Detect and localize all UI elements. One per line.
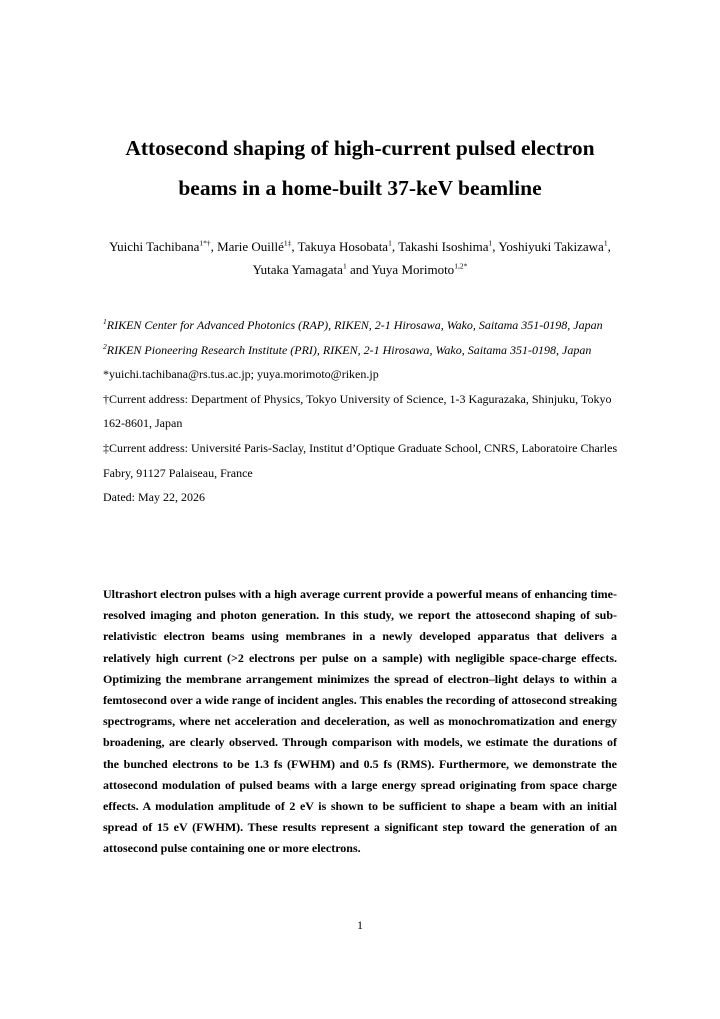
author-affiliation-mark: 1 [488,238,493,248]
author-separator: , [210,239,218,254]
author-separator: , [607,239,611,254]
abstract [103,584,617,860]
affiliation-text: RIKEN Center for Advanced Photonics (RAP), RIKEN, 2-1 Hirosawa, Wako, Saitama 351-0198, Japan [106,318,603,332]
author-affiliation-mark: 1 [603,238,608,248]
author-separator: and [346,262,372,277]
author-separator: , [492,239,499,254]
title-line-2: beams in a home-built 37-keV beamline [178,176,542,200]
abstract-text: Ultrashort electron pulses with a high average current provide a powerful means of enhancing time-resolved imaging and photon generation. In this study, we report the attosecond shaping of sub-relativistic electron beams using membranes in a newly developed apparatus that delivers a relatively high current (>2 electrons per pulse on a sample) with negligible space-charge effects. Optimizing the membrane arrangement minimizes the spread of electron–light delays to within a femtosecond over a wide range of incident angles. This enables the recording of attosecond streaking spectrograms, where net acceleration and deceleration, as well as monochromatization and energy broadening, are clearly observed. Through comparison with models, we estimate the durations of the bunched electrons to be 1.3 fs (FWHM) and 0.5 fs (RMS). Furthermore, we demonstrate the attosecond modulation of pulsed beams with a large energy spread originating from space charge effects. A modulation amplitude of 2 eV is shown to be sufficient to shape a beam with an initial spread of 15 eV (FWHM). These results represent a significant step toward the generation of an attosecond pulse containing one or more electrons. [103,587,617,856]
contact-emails: *yuichi.tachibana@rs.tus.ac.jp; yuya.morimoto@riken.jp [103,367,379,382]
current-address-1: †Current address: Department of Physics, Tokyo University of Science, 1-3 Kagurazaka, Shinjuku, Tokyo 162-8601, Japan [103,391,612,431]
affiliation-text: RIKEN Pioneering Research Institute (PRI), RIKEN, 2-1 Hirosawa, Wako, Saitama 351-0198, Japan [106,342,592,357]
author-affiliation-mark: 1,2* [454,261,468,271]
affiliation-mark: 2 [103,341,107,351]
affiliation-1 [103,313,618,338]
author-separator: , [291,239,298,254]
current-address-2: ‡Current address: Université Paris-Saclay, Institut d’Optique Graduate School, CNRS, Laboratoire Charles Fabry, 91127 Palaiseau, France [103,440,618,480]
author-name: Yutaka Yamagata [252,262,343,277]
author-list [90,235,630,281]
author-name: Yoshiyuki Takizawa [498,239,604,254]
author-affiliation-mark: 1‡ [283,238,292,248]
affiliation-mark: 1 [103,317,107,326]
author-name: Takuya Hosobata [297,239,389,254]
page-number: 1 [357,918,363,932]
author-name: Marie Ouillé [217,239,284,254]
author-affiliation-mark: 1 [342,261,347,271]
affiliations-block [103,313,618,510]
author-name: Takashi Isoshima [398,239,489,254]
author-name: Yuichi Tachibana [109,239,200,254]
affiliation-2 [103,338,618,363]
author-affiliation-mark: 1*† [199,238,211,248]
author-name: Yuya Morimoto [371,262,455,277]
date-line: Dated: May 22, 2026 [103,490,205,505]
title-line-1: Attosecond shaping of high-current pulsed electron [125,136,595,160]
author-affiliation-mark: 1 [388,238,392,248]
paper-title [60,128,660,208]
author-separator: , [391,239,399,254]
